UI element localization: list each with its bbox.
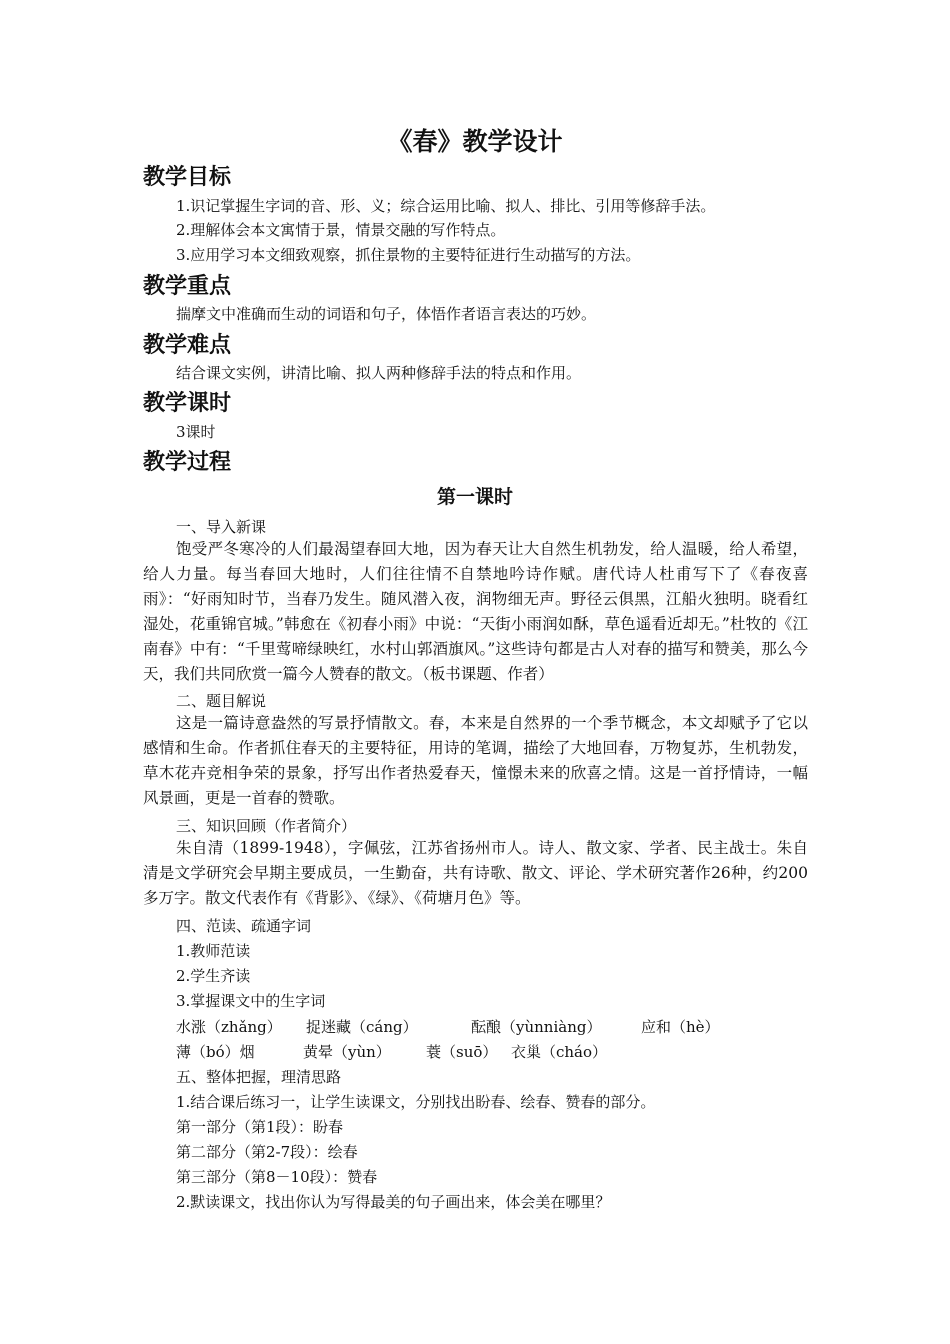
vocab-row-2 bbox=[176, 1041, 607, 1062]
class-hours-text: 3课时 bbox=[176, 423, 216, 441]
section-intro-paragraph: 饱受严冬寒冷的人们最渴望春回大地，因为春天让大自然生机勃发，给人温暖，给人希望，给人力量。每当春回大地时，人们往往情不自禁地吟诗作赋。唐代诗人杜甫写下了《春夜喜雨》：“好雨知时节，当春乃发生。随风潜入夜，润物细无声。野径云俱黑，江船火独明。晓看红湿处，花重锦官城。”韩愈在《初春小雨》中说：“天街小雨润如酥，草色遥看近却无。”杜牧的《江南春》中有：“千里莺啼绿映红，水村山郭酒旗风。”这些诗句都是古人对春的描写和赞美，那么今天，我们共同欣赏一篇今人赞春的散文。（板书课题、作者） bbox=[143, 540, 808, 683]
goal-item-1: 1.识记掌握生字词的音、形、义；综合运用比喻、拟人、排比、引用等修辞手法。 bbox=[176, 197, 716, 215]
vocab-word: 捉迷藏（cáng） bbox=[306, 1018, 418, 1036]
reading-item-1: 1.教师范读 bbox=[176, 942, 251, 960]
structure-part-3: 第三部分（第8－10段）：赞春 bbox=[176, 1168, 378, 1186]
reading-item-2: 2.学生齐读 bbox=[176, 967, 251, 985]
difficulty-text: 结合课文实例，讲清比喻、拟人两种修辞手法的特点和作用。 bbox=[176, 364, 582, 382]
vocab-word: 黄晕（yùn） bbox=[303, 1043, 391, 1061]
vocab-word: 薄（bó）烟 bbox=[176, 1043, 255, 1061]
vocab-word: 水涨（zhǎng） bbox=[176, 1018, 282, 1036]
vocab-word: 蓑（suō） bbox=[426, 1043, 498, 1061]
section-reading-title: 四、范读、疏通字词 bbox=[176, 917, 312, 935]
heading-key-points: 教学重点 bbox=[143, 274, 232, 299]
section-explain-paragraph: 这是一篇诗意盎然的写景抒情散文。春，本来是自然界的一个季节概念，本文却赋予了它以感情和生命。作者抓住春天的主要特征，用诗的笔调，描绘了大地回春，万物复苏，生机勃发，草木花卉竞相争荣的景象，抒写出作者热爱春天，憧憬未来的欣喜之情。这是一首抒情诗，一幅风景画，更是一首春的赞歌。 bbox=[143, 714, 808, 807]
heading-goals: 教学目标 bbox=[143, 165, 232, 190]
section-intro-title: 一、导入新课 bbox=[176, 518, 267, 536]
structure-part-2: 第二部分（第2-7段）：绘春 bbox=[176, 1143, 358, 1161]
structure-item-2: 2.默读课文，找出你认为写得最美的句子画出来，体会美在哪里？ bbox=[176, 1193, 611, 1211]
section-structure-title: 五、整体把握，理清思路 bbox=[176, 1068, 342, 1086]
vocab-word: 应和（hè） bbox=[641, 1018, 720, 1036]
lesson-one-heading: 第一课时 bbox=[436, 486, 513, 508]
heading-process: 教学过程 bbox=[143, 450, 232, 475]
structure-part-1: 第一部分（第1段）：盼春 bbox=[176, 1118, 344, 1136]
goal-item-3: 3.应用学习本文细致观察，抓住景物的主要特征进行生动描写的方法。 bbox=[176, 246, 641, 264]
section-author-paragraph: 朱自清（1899-1948），字佩弦，江苏省扬州市人。诗人、散文家、学者、民主战士。朱自清是文学研究会早期主要成员，一生勤奋，共有诗歌、散文、评论、学术研究著作26种，约200多万字。散文代表作有《背影》、《绿》、《荷塘月色》等。 bbox=[143, 839, 808, 907]
goal-item-2: 2.理解体会本文寓情于景，情景交融的写作特点。 bbox=[176, 221, 506, 239]
reading-item-3: 3.掌握课文中的生字词 bbox=[176, 992, 326, 1010]
section-title-explain: 二、题目解说 bbox=[176, 692, 267, 710]
structure-item-1: 1.结合课后练习一，让学生读课文，分别找出盼春、绘春、赞春的部分。 bbox=[176, 1093, 656, 1111]
key-points-text: 揣摩文中准确而生动的词语和句子，体悟作者语言表达的巧妙。 bbox=[176, 305, 597, 323]
vocab-word: 衣巢（cháo） bbox=[511, 1043, 608, 1061]
vocab-word: 酝酿（yùnniàng） bbox=[471, 1018, 602, 1036]
document-title: 《春》教学设计 bbox=[387, 127, 563, 156]
heading-class-hours: 教学课时 bbox=[143, 391, 232, 416]
heading-difficulty: 教学难点 bbox=[143, 333, 232, 358]
vocab-row-1 bbox=[176, 1016, 720, 1037]
section-author-title: 三、知识回顾（作者简介） bbox=[176, 817, 357, 835]
